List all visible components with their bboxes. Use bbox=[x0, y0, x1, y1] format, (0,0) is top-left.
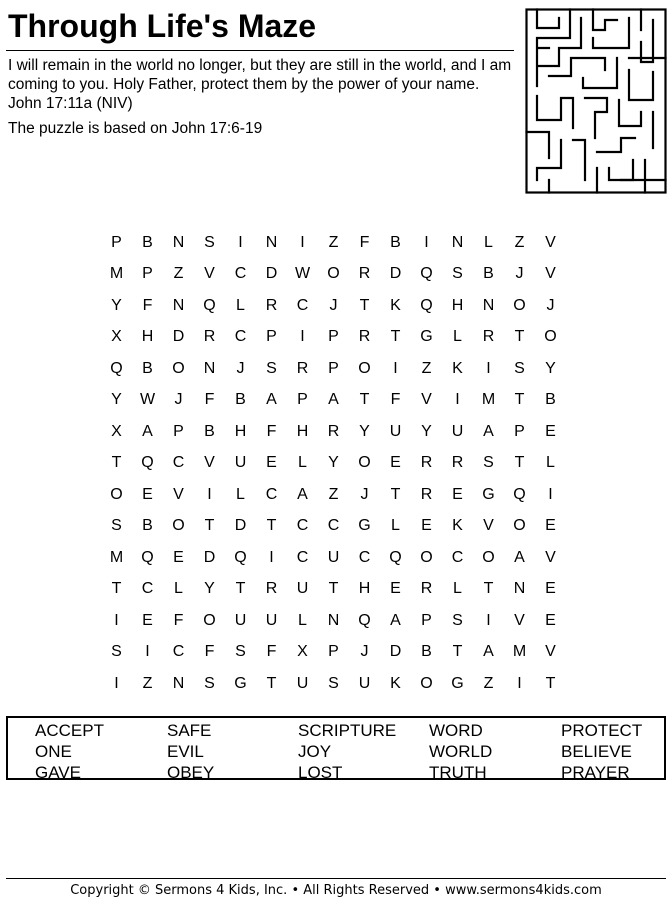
grid-letter[interactable]: V bbox=[421, 391, 432, 409]
grid-letter[interactable]: K bbox=[452, 517, 463, 535]
grid-letter[interactable]: C bbox=[296, 296, 309, 314]
grid-letter[interactable]: K bbox=[390, 674, 401, 692]
grid-letter[interactable]: A bbox=[390, 611, 401, 629]
grid-row bbox=[101, 637, 566, 669]
grid-row bbox=[101, 479, 566, 511]
grid-letter[interactable]: S bbox=[452, 265, 463, 283]
grid-letter[interactable]: T bbox=[266, 517, 277, 535]
grid-letter[interactable]: F bbox=[204, 643, 215, 661]
grid-letter[interactable]: H bbox=[358, 580, 371, 598]
grid-letter[interactable]: M bbox=[481, 391, 496, 409]
grid-letter[interactable]: S bbox=[452, 611, 463, 629]
word-list-item: OBEY bbox=[167, 763, 215, 782]
grid-letter[interactable]: B bbox=[142, 359, 153, 377]
grid-letter[interactable]: L bbox=[236, 485, 245, 503]
grid-letter[interactable]: B bbox=[390, 233, 401, 251]
word-list-item: PRAYER bbox=[561, 763, 630, 782]
grid-letter[interactable]: G bbox=[482, 485, 495, 503]
puzzle-note: The puzzle is based on John 17:6-19 bbox=[8, 120, 263, 137]
grid-letter[interactable]: N bbox=[265, 233, 278, 251]
grid-letter[interactable]: F bbox=[266, 422, 277, 440]
grid-letter[interactable]: Y bbox=[421, 422, 432, 440]
grid-letter[interactable]: N bbox=[327, 611, 340, 629]
grid-letter[interactable]: E bbox=[452, 485, 463, 503]
grid-letter[interactable]: T bbox=[235, 580, 246, 598]
grid-letter[interactable]: R bbox=[420, 485, 433, 503]
grid-row bbox=[101, 259, 566, 291]
grid-letter[interactable]: R bbox=[265, 296, 278, 314]
grid-row bbox=[101, 542, 566, 574]
word-list-item: ONE bbox=[35, 742, 72, 761]
grid-letter[interactable]: I bbox=[238, 233, 243, 251]
title-divider bbox=[6, 50, 514, 51]
grid-letter[interactable]: T bbox=[111, 454, 122, 472]
grid-letter[interactable]: O bbox=[482, 548, 495, 566]
grid-letter[interactable]: H bbox=[234, 422, 247, 440]
grid-letter[interactable]: Q bbox=[420, 265, 433, 283]
grid-letter[interactable]: E bbox=[142, 485, 153, 503]
grid-letter[interactable]: U bbox=[358, 674, 371, 692]
grid-letter[interactable]: Y bbox=[328, 454, 339, 472]
grid-letter[interactable]: S bbox=[235, 643, 246, 661]
grid-letter[interactable]: V bbox=[204, 454, 215, 472]
grid-letter[interactable]: C bbox=[141, 580, 154, 598]
grid-letter[interactable]: O bbox=[203, 611, 216, 629]
grid-letter[interactable]: P bbox=[421, 611, 432, 629]
grid-letter[interactable]: Z bbox=[483, 674, 494, 692]
grid-letter[interactable]: O bbox=[420, 548, 433, 566]
word-list-item: SAFE bbox=[167, 721, 212, 740]
grid-letter[interactable]: I bbox=[145, 643, 150, 661]
grid-letter[interactable]: P bbox=[266, 328, 277, 346]
grid-letter[interactable]: J bbox=[515, 265, 524, 283]
word-list-column bbox=[298, 720, 396, 783]
grid-letter[interactable]: S bbox=[328, 674, 339, 692]
grid-letter[interactable]: X bbox=[111, 328, 122, 346]
grid-letter[interactable]: O bbox=[358, 454, 371, 472]
grid-letter[interactable]: V bbox=[545, 548, 556, 566]
grid-letter[interactable]: Q bbox=[358, 611, 371, 629]
grid-letter[interactable]: I bbox=[424, 233, 429, 251]
grid-letter[interactable]: U bbox=[327, 548, 340, 566]
grid-row bbox=[101, 605, 566, 637]
grid-letter[interactable]: B bbox=[142, 517, 153, 535]
grid-letter[interactable]: S bbox=[483, 454, 494, 472]
grid-letter[interactable]: Y bbox=[111, 296, 122, 314]
grid-letter[interactable]: P bbox=[142, 265, 153, 283]
grid-letter[interactable]: O bbox=[513, 517, 526, 535]
grid-letter[interactable]: E bbox=[390, 454, 401, 472]
grid-letter[interactable]: T bbox=[545, 674, 556, 692]
grid-letter[interactable]: Z bbox=[328, 233, 339, 251]
grid-letter[interactable]: J bbox=[236, 359, 245, 377]
grid-letter[interactable]: U bbox=[451, 422, 464, 440]
grid-row bbox=[101, 227, 566, 259]
grid-letter[interactable]: E bbox=[545, 517, 556, 535]
grid-letter[interactable]: Q bbox=[420, 296, 433, 314]
grid-letter[interactable]: L bbox=[298, 611, 307, 629]
grid-letter[interactable]: X bbox=[297, 643, 308, 661]
grid-letter[interactable]: S bbox=[266, 359, 277, 377]
grid-row bbox=[101, 416, 566, 448]
grid-letter[interactable]: W bbox=[294, 265, 311, 283]
grid-letter[interactable]: F bbox=[390, 391, 401, 409]
grid-letter[interactable]: G bbox=[451, 674, 464, 692]
grid-letter[interactable]: R bbox=[420, 454, 433, 472]
grid-letter[interactable]: T bbox=[483, 580, 494, 598]
grid-letter[interactable]: Z bbox=[328, 485, 339, 503]
grid-letter[interactable]: C bbox=[296, 548, 309, 566]
grid-letter[interactable]: Y bbox=[545, 359, 556, 377]
grid-letter[interactable]: O bbox=[513, 296, 526, 314]
grid-letter[interactable]: K bbox=[390, 296, 401, 314]
grid-letter[interactable]: Q bbox=[203, 296, 216, 314]
grid-letter[interactable]: E bbox=[421, 517, 432, 535]
grid-letter[interactable]: E bbox=[545, 422, 556, 440]
grid-letter[interactable]: S bbox=[111, 643, 122, 661]
grid-letter[interactable]: F bbox=[204, 391, 215, 409]
grid-letter[interactable]: B bbox=[545, 391, 556, 409]
grid-letter[interactable]: J bbox=[329, 296, 338, 314]
grid-letter[interactable]: D bbox=[234, 517, 247, 535]
grid-letter[interactable]: P bbox=[514, 422, 525, 440]
grid-letter[interactable]: T bbox=[204, 517, 215, 535]
grid-letter[interactable]: E bbox=[545, 580, 556, 598]
grid-letter[interactable]: L bbox=[174, 580, 183, 598]
grid-row bbox=[101, 511, 566, 543]
grid-letter[interactable]: L bbox=[546, 454, 555, 472]
word-list-item: GAVE bbox=[35, 763, 81, 782]
grid-letter[interactable]: E bbox=[390, 580, 401, 598]
grid-letter[interactable]: I bbox=[114, 674, 119, 692]
grid-letter[interactable]: A bbox=[266, 391, 277, 409]
grid-letter[interactable]: C bbox=[234, 328, 247, 346]
grid-letter[interactable]: A bbox=[483, 422, 494, 440]
grid-letter[interactable]: G bbox=[358, 517, 371, 535]
word-list-column bbox=[167, 720, 214, 783]
grid-letter[interactable]: Q bbox=[141, 454, 154, 472]
grid-letter[interactable]: T bbox=[514, 391, 525, 409]
grid-letter[interactable]: T bbox=[359, 296, 370, 314]
grid-letter[interactable]: Q bbox=[513, 485, 526, 503]
grid-row bbox=[101, 322, 566, 354]
grid-letter[interactable]: V bbox=[545, 233, 556, 251]
grid-letter[interactable]: R bbox=[296, 359, 309, 377]
grid-letter[interactable]: J bbox=[174, 391, 183, 409]
grid-letter[interactable]: R bbox=[358, 265, 371, 283]
grid-letter[interactable]: V bbox=[514, 611, 525, 629]
grid-letter[interactable]: C bbox=[172, 643, 185, 661]
grid-letter[interactable]: P bbox=[297, 391, 308, 409]
maze-illustration bbox=[525, 8, 667, 194]
word-list-column bbox=[429, 720, 492, 783]
grid-letter[interactable]: A bbox=[514, 548, 525, 566]
grid-letter[interactable]: I bbox=[486, 359, 491, 377]
grid-letter[interactable]: L bbox=[484, 233, 493, 251]
grid-letter[interactable]: V bbox=[545, 265, 556, 283]
grid-letter[interactable]: Z bbox=[421, 359, 432, 377]
grid-letter[interactable]: I bbox=[269, 548, 274, 566]
grid-letter[interactable]: B bbox=[483, 265, 494, 283]
grid-letter[interactable]: D bbox=[203, 548, 216, 566]
grid-letter[interactable]: X bbox=[111, 422, 122, 440]
grid-letter[interactable]: N bbox=[451, 233, 464, 251]
grid-letter[interactable]: B bbox=[235, 391, 246, 409]
grid-letter[interactable]: I bbox=[300, 233, 305, 251]
copyright-footer: Copyright © Sermons 4 Kids, Inc. • All Rights Reserved • www.sermons4kids.com bbox=[70, 883, 602, 898]
grid-letter[interactable]: H bbox=[296, 422, 309, 440]
word-list-item: PROTECT bbox=[561, 721, 643, 740]
grid-letter[interactable]: H bbox=[141, 328, 154, 346]
grid-letter[interactable]: D bbox=[265, 265, 278, 283]
grid-letter[interactable]: N bbox=[172, 296, 185, 314]
grid-letter[interactable]: O bbox=[172, 359, 185, 377]
grid-letter[interactable]: B bbox=[142, 233, 153, 251]
grid-letter[interactable]: U bbox=[265, 611, 278, 629]
grid-letter[interactable]: T bbox=[266, 674, 277, 692]
grid-letter[interactable]: V bbox=[483, 517, 494, 535]
grid-letter[interactable]: T bbox=[111, 580, 122, 598]
grid-row bbox=[101, 353, 566, 385]
word-list-column bbox=[561, 720, 642, 783]
grid-row bbox=[101, 290, 566, 322]
grid-letter[interactable]: H bbox=[451, 296, 464, 314]
grid-letter[interactable]: W bbox=[139, 391, 156, 409]
word-search-grid bbox=[101, 227, 566, 700]
grid-letter[interactable]: U bbox=[296, 580, 309, 598]
grid-letter[interactable]: F bbox=[173, 611, 184, 629]
grid-letter[interactable]: A bbox=[328, 391, 339, 409]
grid-letter[interactable]: S bbox=[204, 674, 215, 692]
page-title: Through Life's Maze bbox=[8, 8, 317, 44]
grid-letter[interactable]: N bbox=[172, 233, 185, 251]
grid-letter[interactable]: C bbox=[327, 517, 340, 535]
grid-row bbox=[101, 574, 566, 606]
grid-letter[interactable]: L bbox=[453, 328, 462, 346]
grid-letter[interactable]: U bbox=[234, 611, 247, 629]
grid-letter[interactable]: J bbox=[360, 485, 369, 503]
grid-letter[interactable]: O bbox=[358, 359, 371, 377]
grid-letter[interactable]: P bbox=[328, 643, 339, 661]
footer-divider bbox=[6, 878, 666, 879]
word-list-column bbox=[35, 720, 104, 783]
grid-letter[interactable]: V bbox=[204, 265, 215, 283]
grid-letter[interactable]: R bbox=[265, 580, 278, 598]
grid-letter[interactable]: T bbox=[359, 391, 370, 409]
grid-letter[interactable]: Q bbox=[389, 548, 402, 566]
grid-letter[interactable]: S bbox=[111, 517, 122, 535]
grid-letter[interactable]: M bbox=[109, 548, 124, 566]
grid-letter[interactable]: R bbox=[451, 454, 464, 472]
word-list-item: LOST bbox=[298, 763, 343, 782]
grid-letter[interactable]: N bbox=[513, 580, 526, 598]
grid-letter[interactable]: B bbox=[204, 422, 215, 440]
grid-letter[interactable]: A bbox=[142, 422, 153, 440]
grid-letter[interactable]: P bbox=[328, 359, 339, 377]
grid-letter[interactable]: O bbox=[420, 674, 433, 692]
grid-letter[interactable]: D bbox=[389, 643, 402, 661]
grid-letter[interactable]: A bbox=[297, 485, 308, 503]
grid-letter[interactable]: C bbox=[451, 548, 464, 566]
grid-row bbox=[101, 385, 566, 417]
grid-letter[interactable]: P bbox=[173, 422, 184, 440]
grid-letter[interactable]: P bbox=[328, 328, 339, 346]
grid-letter[interactable]: J bbox=[360, 643, 369, 661]
grid-letter[interactable]: Q bbox=[234, 548, 247, 566]
grid-letter[interactable]: I bbox=[114, 611, 119, 629]
grid-letter[interactable]: V bbox=[173, 485, 184, 503]
grid-letter[interactable]: N bbox=[482, 296, 495, 314]
grid-letter[interactable]: C bbox=[296, 517, 309, 535]
grid-letter[interactable]: I bbox=[300, 328, 305, 346]
grid-letter[interactable]: R bbox=[203, 328, 216, 346]
grid-letter[interactable]: L bbox=[236, 296, 245, 314]
grid-letter[interactable]: T bbox=[514, 454, 525, 472]
grid-letter[interactable]: O bbox=[172, 517, 185, 535]
grid-letter[interactable]: C bbox=[358, 548, 371, 566]
word-list-item: WORLD bbox=[429, 742, 493, 761]
grid-letter[interactable]: J bbox=[546, 296, 555, 314]
grid-letter[interactable]: S bbox=[204, 233, 215, 251]
grid-letter[interactable]: R bbox=[482, 328, 495, 346]
grid-letter[interactable]: I bbox=[517, 674, 522, 692]
word-list-item: BELIEVE bbox=[561, 742, 632, 761]
grid-letter[interactable]: T bbox=[514, 328, 525, 346]
grid-letter[interactable]: L bbox=[453, 580, 462, 598]
grid-letter[interactable]: O bbox=[327, 265, 340, 283]
grid-letter[interactable]: Z bbox=[514, 233, 525, 251]
grid-letter[interactable]: T bbox=[390, 485, 401, 503]
grid-letter[interactable]: E bbox=[266, 454, 277, 472]
grid-letter[interactable]: T bbox=[452, 643, 463, 661]
grid-letter[interactable]: F bbox=[266, 643, 277, 661]
grid-letter[interactable]: E bbox=[173, 548, 184, 566]
grid-letter[interactable]: I bbox=[207, 485, 212, 503]
grid-letter[interactable]: I bbox=[548, 485, 553, 503]
grid-letter[interactable]: C bbox=[172, 454, 185, 472]
grid-letter[interactable]: Q bbox=[141, 548, 154, 566]
word-list-item: SCRIPTURE bbox=[298, 721, 397, 740]
grid-letter[interactable]: K bbox=[452, 359, 463, 377]
grid-letter[interactable]: G bbox=[420, 328, 433, 346]
word-list-item: ACCEPT bbox=[35, 721, 104, 740]
grid-letter[interactable]: Y bbox=[204, 580, 215, 598]
word-list-item: WORD bbox=[429, 721, 483, 740]
bible-verse: I will remain in the world no longer, but they are still in the world, and I am coming to you. Holy Father, protect them by the power of your name. John 17:11a (NIV) bbox=[8, 57, 512, 112]
grid-letter[interactable]: N bbox=[172, 674, 185, 692]
grid-letter[interactable]: Z bbox=[142, 674, 153, 692]
grid-letter[interactable]: U bbox=[234, 454, 247, 472]
grid-letter[interactable]: A bbox=[483, 643, 494, 661]
word-list bbox=[6, 716, 666, 780]
grid-letter[interactable]: V bbox=[545, 643, 556, 661]
grid-letter[interactable]: L bbox=[298, 454, 307, 472]
grid-letter[interactable]: N bbox=[203, 359, 216, 377]
grid-letter[interactable]: S bbox=[514, 359, 525, 377]
grid-letter[interactable]: M bbox=[109, 265, 124, 283]
grid-row bbox=[101, 668, 566, 700]
grid-letter[interactable]: C bbox=[265, 485, 278, 503]
grid-letter[interactable]: U bbox=[389, 422, 402, 440]
grid-letter[interactable]: D bbox=[389, 265, 402, 283]
grid-letter[interactable]: Y bbox=[359, 422, 370, 440]
grid-letter[interactable]: E bbox=[142, 611, 153, 629]
grid-letter[interactable]: B bbox=[421, 643, 432, 661]
grid-letter[interactable]: Z bbox=[173, 265, 184, 283]
grid-letter[interactable]: C bbox=[234, 265, 247, 283]
grid-letter[interactable]: E bbox=[545, 611, 556, 629]
grid-letter[interactable]: L bbox=[391, 517, 400, 535]
grid-letter[interactable]: T bbox=[328, 580, 339, 598]
word-list-item: JOY bbox=[298, 742, 332, 761]
grid-letter[interactable]: T bbox=[390, 328, 401, 346]
grid-letter[interactable]: P bbox=[111, 233, 122, 251]
grid-letter[interactable]: I bbox=[393, 359, 398, 377]
word-list-item: TRUTH bbox=[429, 763, 487, 782]
grid-letter[interactable]: M bbox=[512, 643, 527, 661]
grid-letter[interactable]: R bbox=[327, 422, 340, 440]
grid-letter[interactable]: F bbox=[142, 296, 153, 314]
grid-letter[interactable]: Y bbox=[111, 391, 122, 409]
grid-letter[interactable]: D bbox=[172, 328, 185, 346]
grid-letter[interactable]: R bbox=[358, 328, 371, 346]
word-list-item: EVIL bbox=[167, 742, 204, 761]
grid-letter[interactable]: Q bbox=[110, 359, 123, 377]
grid-row bbox=[101, 448, 566, 480]
grid-letter[interactable]: O bbox=[544, 328, 557, 346]
grid-letter[interactable]: F bbox=[359, 233, 370, 251]
grid-letter[interactable]: R bbox=[420, 580, 433, 598]
grid-letter[interactable]: G bbox=[234, 674, 247, 692]
grid-letter[interactable]: O bbox=[110, 485, 123, 503]
grid-letter[interactable]: I bbox=[486, 611, 491, 629]
grid-letter[interactable]: I bbox=[455, 391, 460, 409]
grid-letter[interactable]: U bbox=[296, 674, 309, 692]
